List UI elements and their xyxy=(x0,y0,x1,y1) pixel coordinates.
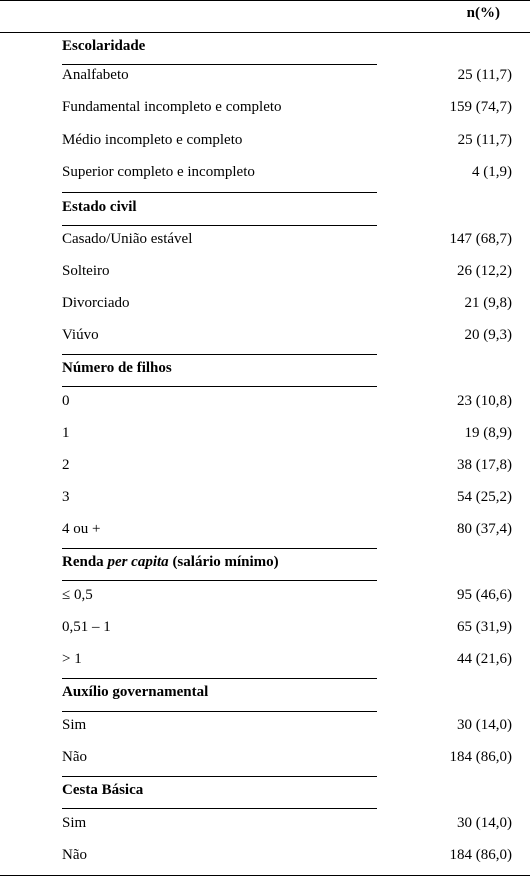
row-label: Solteiro xyxy=(62,263,110,279)
row-label: Médio incompleto e completo xyxy=(62,132,243,148)
column-header: n(%) xyxy=(466,5,500,21)
renda-title-prefix: Renda xyxy=(62,554,108,570)
header-rule xyxy=(0,32,530,33)
row-label: 0 xyxy=(62,393,70,409)
renda-title-italic: per capita xyxy=(107,554,169,570)
row-label: Sim xyxy=(62,717,87,733)
row-value: 184 (86,0) xyxy=(449,847,512,863)
row-label: Fundamental incompleto e completo xyxy=(62,99,282,115)
row-value: 20 (9,3) xyxy=(464,327,512,343)
section-divider xyxy=(62,776,377,777)
row-value: 21 (9,8) xyxy=(464,295,512,311)
section-rule xyxy=(62,386,377,387)
section-divider xyxy=(62,678,377,679)
section-divider xyxy=(62,354,377,355)
row-label: 1 xyxy=(62,425,70,441)
row-label: 3 xyxy=(62,489,70,505)
row-value: 25 (11,7) xyxy=(457,132,512,148)
section-title-estado-civil: Estado civil xyxy=(62,199,137,215)
row-value: 30 (14,0) xyxy=(457,815,512,831)
row-label: ≤ 0,5 xyxy=(62,587,93,603)
row-value: 4 (1,9) xyxy=(472,164,512,180)
section-title-escolaridade: Escolaridade xyxy=(62,38,146,54)
row-label: Analfabeto xyxy=(62,67,129,83)
section-rule xyxy=(62,711,377,712)
row-label: Superior completo e incompleto xyxy=(62,164,255,180)
section-title-numero-filhos: Número de filhos xyxy=(62,360,172,376)
section-title-cesta-basica: Cesta Básica xyxy=(62,782,144,798)
top-rule xyxy=(0,0,530,1)
bottom-rule xyxy=(0,875,530,876)
row-label: Não xyxy=(62,749,87,765)
row-label: Sim xyxy=(62,815,87,831)
section-rule xyxy=(62,64,377,65)
section-rule xyxy=(62,808,377,809)
row-value: 147 (68,7) xyxy=(449,231,512,247)
row-value: 184 (86,0) xyxy=(449,749,512,765)
section-title-renda xyxy=(62,553,279,571)
row-value: 19 (8,9) xyxy=(464,425,512,441)
row-label: 4 ou + xyxy=(62,521,101,537)
section-divider xyxy=(62,192,377,193)
row-value: 54 (25,2) xyxy=(457,489,512,505)
row-value: 26 (12,2) xyxy=(457,263,512,279)
row-label: 2 xyxy=(62,457,70,473)
row-value: 80 (37,4) xyxy=(457,521,512,537)
row-value: 159 (74,7) xyxy=(449,99,512,115)
row-label: 0,51 – 1 xyxy=(62,619,111,635)
row-label: Não xyxy=(62,847,87,863)
row-value: 44 (21,6) xyxy=(457,651,512,667)
row-label: Viúvo xyxy=(62,327,99,343)
row-value: 23 (10,8) xyxy=(457,393,512,409)
section-divider xyxy=(62,548,377,549)
section-rule xyxy=(62,225,377,226)
row-value: 95 (46,6) xyxy=(457,587,512,603)
section-rule xyxy=(62,580,377,581)
row-label: Divorciado xyxy=(62,295,130,311)
row-value: 38 (17,8) xyxy=(457,457,512,473)
row-value: 65 (31,9) xyxy=(457,619,512,635)
renda-title-suffix: (salário mínimo) xyxy=(168,554,279,570)
section-title-auxilio: Auxílio governamental xyxy=(62,684,209,700)
row-value: 25 (11,7) xyxy=(457,67,512,83)
row-value: 30 (14,0) xyxy=(457,717,512,733)
row-label: Casado/União estável xyxy=(62,231,193,247)
row-label: > 1 xyxy=(62,651,82,667)
